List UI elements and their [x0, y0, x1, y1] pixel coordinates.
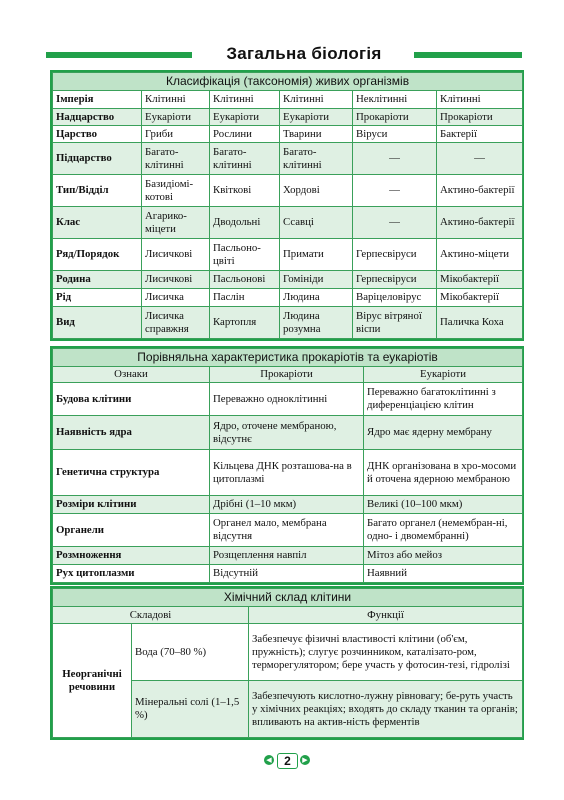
row-label: Вид — [53, 307, 142, 339]
table-cell: Вірус вітряної віспи — [353, 307, 437, 339]
group-label: Неорганічні речовини — [53, 624, 132, 738]
table-row — [53, 514, 523, 547]
column-header: Прокаріоти — [210, 367, 364, 383]
column-header: Складові — [53, 607, 249, 624]
chem-table-frame — [50, 586, 524, 740]
table-cell: Переважно одноклітинні — [210, 383, 364, 416]
table-cell: Тварини — [280, 126, 353, 143]
header-rule-right — [414, 52, 522, 58]
table-cell: Людина розумна — [280, 307, 353, 339]
table-row — [53, 126, 523, 143]
table-cell: Ядро, оточене мембраною, відсутнє — [210, 416, 364, 450]
compare-table — [52, 348, 523, 583]
table-cell: Квіткові — [210, 175, 280, 207]
prev-page-icon[interactable]: ◀ — [264, 755, 274, 765]
table-cell: Багато органел (немембран-ні, одно- і двомембранні) — [364, 514, 523, 547]
table-cell: Ядро має ядерну мембрану — [364, 416, 523, 450]
row-label: Царство — [53, 126, 142, 143]
table-cell: — — [353, 175, 437, 207]
table-cell: Клітинні — [210, 91, 280, 109]
table-cell: Мікобактерії — [437, 289, 523, 307]
table-cell: — — [353, 207, 437, 239]
table-row — [53, 109, 523, 126]
table-cell: Бактерії — [437, 126, 523, 143]
table-row — [53, 207, 523, 239]
table-cell: Пасльоно-цвіті — [210, 239, 280, 271]
table-cell: Забезпечує фізичні властивості клітини (об'єм, пружність); слугує розчинником, каталізато-ром, терморегулятором; бере участь у фотосин-тезі, гідролізі — [249, 624, 523, 681]
table-cell: Органел мало, мембрана відсутня — [210, 514, 364, 547]
table-cell: Мітоз або мейоз — [364, 547, 523, 565]
table-cell: Багато-клітинні — [210, 143, 280, 175]
table-cell: Наявний — [364, 565, 523, 583]
table-row — [53, 450, 523, 496]
row-label: Ряд/Порядок — [53, 239, 142, 271]
row-label: Імперія — [53, 91, 142, 109]
table-cell: Хордові — [280, 175, 353, 207]
table-cell: Вода (70–80 %) — [132, 624, 249, 681]
table-cell: Ссавці — [280, 207, 353, 239]
column-header: Ознаки — [53, 367, 210, 383]
page-header — [46, 44, 522, 68]
table-row — [53, 91, 523, 109]
table-cell: Кільцева ДНК розташова-на в цитоплазмі — [210, 450, 364, 496]
table-cell: Гомініди — [280, 271, 353, 289]
page-number: 2 — [277, 753, 298, 769]
table-cell: Пасльонові — [210, 271, 280, 289]
table-cell: Багато-клітинні — [280, 143, 353, 175]
table-cell: Картопля — [210, 307, 280, 339]
table-row — [53, 271, 523, 289]
row-label: Розмноження — [53, 547, 210, 565]
table-cell: Великі (10–100 мкм) — [364, 496, 523, 514]
row-label: Клас — [53, 207, 142, 239]
table-row — [53, 175, 523, 207]
table-cell: Герпесвіруси — [353, 271, 437, 289]
table-row — [53, 143, 523, 175]
row-label: Родина — [53, 271, 142, 289]
table-cell: Людина — [280, 289, 353, 307]
table-cell: Клітинні — [142, 91, 210, 109]
taxonomy-table-frame — [50, 70, 524, 341]
table-cell: Переважно багатоклітинні з диференціацією клітин — [364, 383, 523, 416]
table-row — [53, 547, 523, 565]
row-label: Рух цитоплазми — [53, 565, 210, 583]
table-cell: Прокаріоти — [437, 109, 523, 126]
table-cell: Клітинні — [280, 91, 353, 109]
page-footer — [260, 753, 308, 769]
table-cell: Актино-бактерії — [437, 207, 523, 239]
table-cell: Клітинні — [437, 91, 523, 109]
table-cell: Віруси — [353, 126, 437, 143]
table-row — [53, 565, 523, 583]
table-cell: Лисичка справжня — [142, 307, 210, 339]
taxonomy-table — [52, 72, 523, 339]
table-cell: Герпесвіруси — [353, 239, 437, 271]
table-cell: Паслін — [210, 289, 280, 307]
table-cell: Агарико-міцети — [142, 207, 210, 239]
row-label: Генетична структура — [53, 450, 210, 496]
table-cell: Дрібні (1–10 мкм) — [210, 496, 364, 514]
taxonomy-caption: Класифікація (таксономія) живих організмів — [53, 73, 523, 91]
table-cell: Відсутній — [210, 565, 364, 583]
table-cell: ДНК організована в хро-мосоми й оточена ядерною мембраною — [364, 450, 523, 496]
table-cell: Неклітинні — [353, 91, 437, 109]
table-row — [53, 307, 523, 339]
table-cell: Еукаріоти — [142, 109, 210, 126]
row-label: Надцарство — [53, 109, 142, 126]
table-cell: Еукаріоти — [210, 109, 280, 126]
table-cell: Примати — [280, 239, 353, 271]
next-page-icon[interactable]: ▶ — [300, 755, 310, 765]
table-cell: Рослини — [210, 126, 280, 143]
table-cell: — — [437, 143, 523, 175]
row-label: Рід — [53, 289, 142, 307]
table-cell: Еукаріоти — [280, 109, 353, 126]
table-cell: Дводольні — [210, 207, 280, 239]
table-cell: Забезпечують кислотно-лужну рівновагу; бе-руть участь у хімічних реакціях; входять до складу тканин та органів; впливають на актив-ність ферментів — [249, 681, 523, 738]
table-cell: Актино-бактерії — [437, 175, 523, 207]
table-row — [53, 416, 523, 450]
table-cell: Базидіомі-котові — [142, 175, 210, 207]
row-label: Органели — [53, 514, 210, 547]
table-cell: Актино-міцети — [437, 239, 523, 271]
table-row — [53, 496, 523, 514]
table-cell: Розщеплення навпіл — [210, 547, 364, 565]
row-label: Підцарство — [53, 143, 142, 175]
table-cell: Прокаріоти — [353, 109, 437, 126]
table-cell: — — [353, 143, 437, 175]
compare-table-frame — [50, 346, 524, 585]
column-header: Еукаріоти — [364, 367, 523, 383]
table-cell: Варіцеловірус — [353, 289, 437, 307]
table-row — [53, 383, 523, 416]
chem-caption: Хімічний склад клітини — [53, 589, 523, 607]
table-cell: Паличка Коха — [437, 307, 523, 339]
compare-caption: Порівняльна характеристика прокаріотів та еукаріотів — [53, 349, 523, 367]
row-label: Наявність ядра — [53, 416, 210, 450]
table-cell: Лисичкові — [142, 239, 210, 271]
table-row — [53, 289, 523, 307]
table-cell: Лисичкові — [142, 271, 210, 289]
table-row — [53, 624, 523, 681]
row-label: Будова клітини — [53, 383, 210, 416]
table-cell: Лисичка — [142, 289, 210, 307]
page-title: Загальна біологія — [226, 44, 382, 63]
column-header: Функції — [249, 607, 523, 624]
table-cell: Мінеральні солі (1–1,5 %) — [132, 681, 249, 738]
table-cell: Гриби — [142, 126, 210, 143]
row-label: Тип/Відділ — [53, 175, 142, 207]
row-label: Розміри клітини — [53, 496, 210, 514]
table-row — [53, 239, 523, 271]
header-rule-left — [46, 52, 192, 58]
table-cell: Мікобактерії — [437, 271, 523, 289]
chem-table — [52, 588, 523, 738]
table-cell: Багато-клітинні — [142, 143, 210, 175]
